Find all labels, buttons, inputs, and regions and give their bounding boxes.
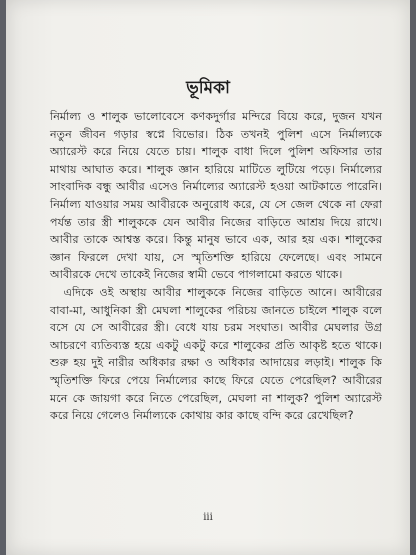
page-number: iii (203, 512, 213, 523)
page-title: ভূমিকা (186, 78, 230, 98)
book-page (6, 0, 410, 555)
paragraph-1: নির্মাল্য ও শালুক ভালোবেসে কণকদুর্গার মন্দিরে বিয়ে করে, দুজন যখন নতুন জীবন গড়ার স্বপ্নে বিভোর। ঠিক তখনই পুলিশ এসে নির্মাল্যকে অ্যারেস্ট করে নিয়ে যেতে চায়। শালুক বাধা দিলে পুলিশ অফিসার তার মাথায় আঘাত করে। শালুক জ্ঞান হারিয়ে মাটিতে লুটিয়ে পড়ে। নির্মাল্যের সাংবাদিক বন্ধু আবীর এসেও নির্মাল্যের অ্যারেস্ট হওয়া আটকাতে পারেনি। নির্মাল্য যাওয়ার সময় আবীরকে অনুরোধ করে, যে সে জেল থেকে না ফেরা পর্যন্ত তার স্ত্রী শালুককে যেন আবীর নিজের বাড়িতে আশ্রয় দিয়ে রাখে। আবীর তাকে আশ্বস্ত করে। কিন্তু মানুষ ভাবে এক, আর হয় এক। শালুকের জ্ঞান ফিরলে দেখা যায়, সে স্মৃতিশক্তি হারিয়ে ফেলেছে। এবং সামনে আবীরকে দেখে তাকেই নিজের স্বামী ভেবে পাগলামো করতে থাকে। (50, 110, 382, 282)
paragraph-2: এদিকে ওই অস্থায় আবীর শালুককে নিজের বাড়িতে আনে। আবীরের বাবা-মা, আধুনিকা স্ত্রী মেঘলা শালুকের পরিচয় জানতে চাইলে শালুক বলে বসে যে সে আবীরের স্ত্রী। বেধে যায় চরম সংঘাত। আবীর মেঘলার উগ্র আচরণে ব্যতিব্যস্ত হয়ে একটু একটু করে শালুকের প্রতি আকৃষ্ট হতে থাকে। শুরু হয় দুই নারীর অধিকার রক্ষা ও অধিকার আদায়ের লড়াই। শালুক কি স্মৃতিশক্তি ফিরে পেয়ে নির্মাল্যের কাছে ফিরে যেতে পেরেছিল? আবীরের মনে কে জায়গা করে নিতে পেরেছিল, মেঘলা না শালুক? পুলিশ অ্যারেস্ট করে নিয়ে গেলেও নির্মাল্যকে কোথায় কার কাছে বন্দি করে রেখেছিল? (50, 285, 382, 423)
preface-body (50, 108, 382, 425)
